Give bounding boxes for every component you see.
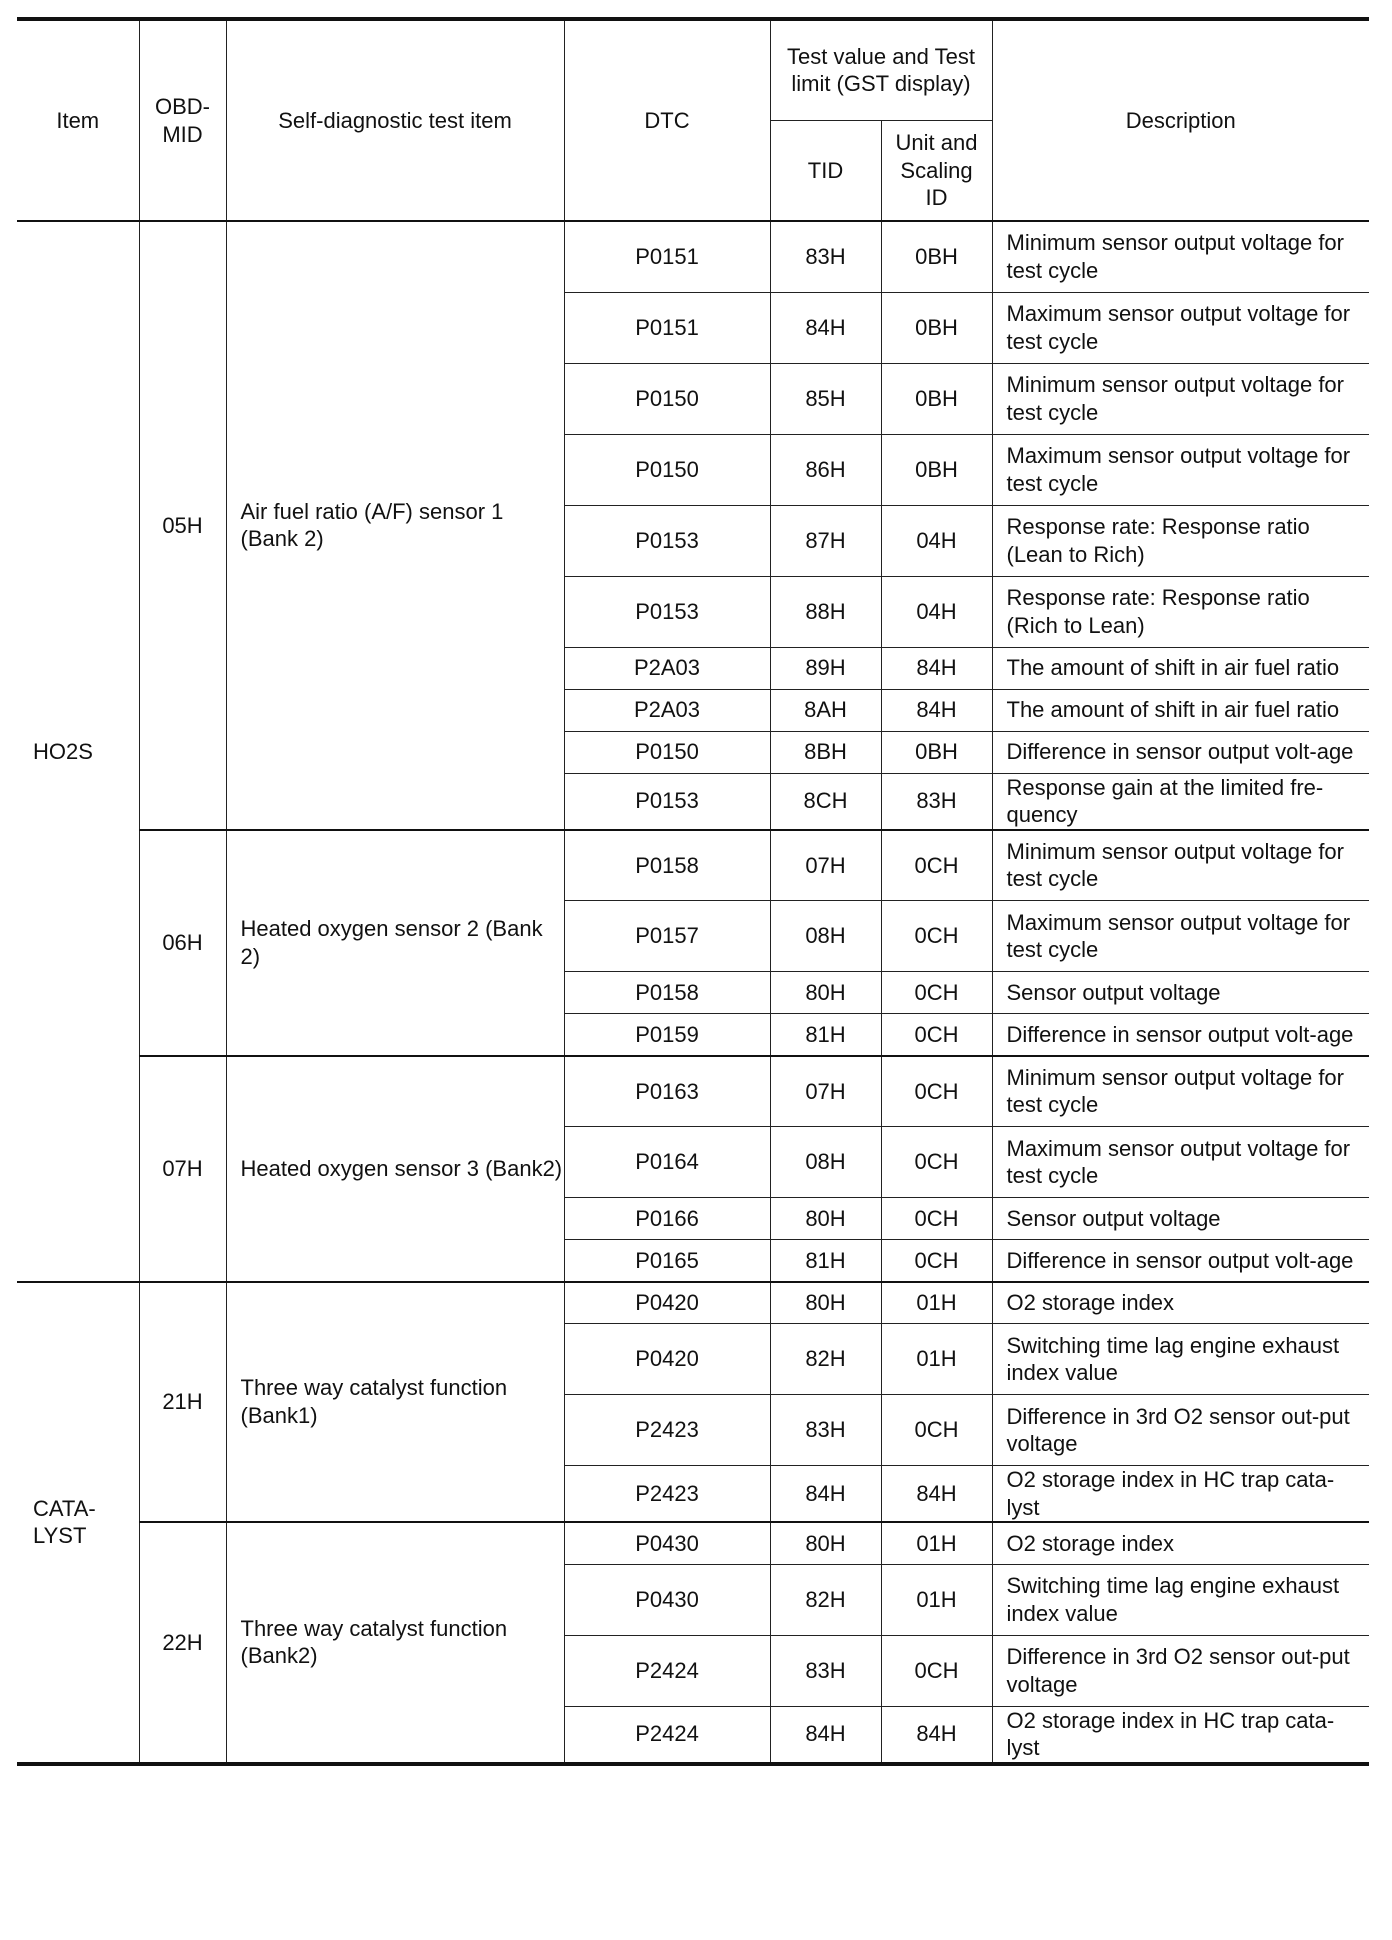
tid-cell: 08H — [770, 1127, 881, 1198]
obd-mid-cell: 06H — [139, 830, 226, 1056]
unit-scaling-cell: 0CH — [881, 1240, 992, 1282]
unit-scaling-cell: 01H — [881, 1324, 992, 1395]
description-cell: Sensor output voltage — [992, 1198, 1369, 1240]
dtc-cell: P0158 — [564, 830, 770, 901]
test-item-cell: Air fuel ratio (A/F) sensor 1 (Bank 2) — [226, 221, 564, 830]
description-cell: The amount of shift in air fuel ratio — [992, 647, 1369, 689]
tid-cell: 83H — [770, 1395, 881, 1466]
dtc-cell: P0150 — [564, 363, 770, 434]
table-row — [17, 1282, 1369, 1324]
tid-cell: 82H — [770, 1564, 881, 1635]
description-cell: Difference in 3rd O2 sensor out-put voltage — [992, 1635, 1369, 1706]
description-cell: Difference in 3rd O2 sensor out-put voltage — [992, 1395, 1369, 1466]
tid-cell: 84H — [770, 1706, 881, 1764]
tid-cell: 83H — [770, 1635, 881, 1706]
unit-scaling-cell: 0CH — [881, 1056, 992, 1127]
tid-cell: 85H — [770, 363, 881, 434]
description-cell: Minimum sensor output voltage for test cycle — [992, 1056, 1369, 1127]
unit-scaling-cell: 0CH — [881, 1014, 992, 1056]
dtc-cell: P0151 — [564, 292, 770, 363]
tid-cell: 8CH — [770, 773, 881, 830]
dtc-cell: P2424 — [564, 1706, 770, 1764]
unit-scaling-cell: 04H — [881, 505, 992, 576]
unit-scaling-cell: 0CH — [881, 972, 992, 1014]
unit-scaling-cell: 0CH — [881, 1635, 992, 1706]
tid-cell: 80H — [770, 1198, 881, 1240]
dtc-cell: P0150 — [564, 731, 770, 773]
dtc-cell: P0158 — [564, 972, 770, 1014]
unit-scaling-cell: 01H — [881, 1522, 992, 1564]
dtc-cell: P0164 — [564, 1127, 770, 1198]
description-cell: Response rate: Response ratio (Lean to Rich) — [992, 505, 1369, 576]
tid-cell: 07H — [770, 830, 881, 901]
header-item: Item — [17, 19, 139, 221]
description-cell: Minimum sensor output voltage for test cycle — [992, 830, 1369, 901]
dtc-cell: P0157 — [564, 901, 770, 972]
unit-scaling-cell: 84H — [881, 1706, 992, 1764]
obd-mid-cell: 05H — [139, 221, 226, 830]
dtc-cell: P0430 — [564, 1522, 770, 1564]
tid-cell: 82H — [770, 1324, 881, 1395]
unit-scaling-cell: 0CH — [881, 1198, 992, 1240]
test-item-cell: Three way catalyst function (Bank1) — [226, 1282, 564, 1523]
header-dtc: DTC — [564, 19, 770, 221]
table-row — [17, 1522, 1369, 1564]
description-cell: Switching time lag engine exhaust index value — [992, 1324, 1369, 1395]
unit-scaling-cell: 0BH — [881, 221, 992, 292]
tid-cell: 80H — [770, 1282, 881, 1324]
unit-scaling-cell: 0CH — [881, 901, 992, 972]
description-cell: Minimum sensor output voltage for test cycle — [992, 363, 1369, 434]
tid-cell: 86H — [770, 434, 881, 505]
unit-scaling-cell: 0CH — [881, 830, 992, 901]
dtc-cell: P0153 — [564, 576, 770, 647]
header-test-value: Test value and Test limit (GST display) — [770, 19, 992, 120]
obd-mid-cell: 22H — [139, 1522, 226, 1764]
tid-cell: 89H — [770, 647, 881, 689]
dtc-cell: P0159 — [564, 1014, 770, 1056]
dtc-cell: P0151 — [564, 221, 770, 292]
unit-scaling-cell: 0CH — [881, 1395, 992, 1466]
dtc-reference-table-container — [17, 17, 1369, 1766]
dtc-cell: P2423 — [564, 1466, 770, 1523]
unit-scaling-cell: 0BH — [881, 363, 992, 434]
unit-scaling-cell: 0BH — [881, 434, 992, 505]
dtc-cell: P2424 — [564, 1635, 770, 1706]
test-item-cell: Heated oxygen sensor 3 (Bank2) — [226, 1056, 564, 1282]
description-cell: O2 storage index — [992, 1522, 1369, 1564]
dtc-cell: P0166 — [564, 1198, 770, 1240]
dtc-cell: P2423 — [564, 1395, 770, 1466]
description-cell: Minimum sensor output voltage for test cycle — [992, 221, 1369, 292]
description-cell: Maximum sensor output voltage for test cycle — [992, 292, 1369, 363]
unit-scaling-cell: 0BH — [881, 292, 992, 363]
unit-scaling-cell: 0BH — [881, 731, 992, 773]
tid-cell: 81H — [770, 1240, 881, 1282]
description-cell: Maximum sensor output voltage for test cycle — [992, 434, 1369, 505]
test-item-cell: Heated oxygen sensor 2 (Bank 2) — [226, 830, 564, 1056]
item-cell: HO2S — [17, 221, 139, 1282]
unit-scaling-cell: 04H — [881, 576, 992, 647]
dtc-cell: P2A03 — [564, 689, 770, 731]
dtc-cell: P0430 — [564, 1564, 770, 1635]
unit-scaling-cell: 84H — [881, 647, 992, 689]
description-cell: O2 storage index in HC trap cata-lyst — [992, 1466, 1369, 1523]
tid-cell: 80H — [770, 972, 881, 1014]
description-cell: Response rate: Response ratio (Rich to Lean) — [992, 576, 1369, 647]
test-item-cell: Three way catalyst function (Bank2) — [226, 1522, 564, 1764]
tid-cell: 8AH — [770, 689, 881, 731]
dtc-cell: P0163 — [564, 1056, 770, 1127]
tid-cell: 88H — [770, 576, 881, 647]
tid-cell: 80H — [770, 1522, 881, 1564]
table-header — [17, 19, 1369, 221]
unit-scaling-cell: 01H — [881, 1282, 992, 1324]
header-unit-scaling-id: Unit and Scaling ID — [881, 120, 992, 221]
table-row — [17, 830, 1369, 901]
header-tid: TID — [770, 120, 881, 221]
unit-scaling-cell: 84H — [881, 689, 992, 731]
dtc-cell: P0420 — [564, 1324, 770, 1395]
obd-mid-cell: 21H — [139, 1282, 226, 1523]
dtc-cell: P0153 — [564, 773, 770, 830]
tid-cell: 8BH — [770, 731, 881, 773]
tid-cell: 08H — [770, 901, 881, 972]
tid-cell: 07H — [770, 1056, 881, 1127]
tid-cell: 84H — [770, 1466, 881, 1523]
description-cell: O2 storage index — [992, 1282, 1369, 1324]
description-cell: Response gain at the limited fre-quency — [992, 773, 1369, 830]
dtc-reference-table — [17, 17, 1369, 1766]
unit-scaling-cell: 01H — [881, 1564, 992, 1635]
dtc-cell: P2A03 — [564, 647, 770, 689]
table-row — [17, 1056, 1369, 1127]
tid-cell: 81H — [770, 1014, 881, 1056]
table-body — [17, 221, 1369, 1764]
tid-cell: 87H — [770, 505, 881, 576]
description-cell: The amount of shift in air fuel ratio — [992, 689, 1369, 731]
obd-mid-cell: 07H — [139, 1056, 226, 1282]
description-cell: Switching time lag engine exhaust index value — [992, 1564, 1369, 1635]
description-cell: Maximum sensor output voltage for test cycle — [992, 901, 1369, 972]
unit-scaling-cell: 83H — [881, 773, 992, 830]
dtc-cell: P0150 — [564, 434, 770, 505]
tid-cell: 84H — [770, 292, 881, 363]
description-cell: Difference in sensor output volt-age — [992, 1240, 1369, 1282]
header-test-item: Self-diagnostic test item — [226, 19, 564, 221]
header-description: Description — [992, 19, 1369, 221]
tid-cell: 83H — [770, 221, 881, 292]
item-cell: CATA- LYST — [17, 1282, 139, 1764]
unit-scaling-cell: 84H — [881, 1466, 992, 1523]
description-cell: Difference in sensor output volt-age — [992, 1014, 1369, 1056]
description-cell: Sensor output voltage — [992, 972, 1369, 1014]
dtc-cell: P0420 — [564, 1282, 770, 1324]
unit-scaling-cell: 0CH — [881, 1127, 992, 1198]
table-row — [17, 221, 1369, 292]
header-obd-mid: OBD- MID — [139, 19, 226, 221]
description-cell: Difference in sensor output volt-age — [992, 731, 1369, 773]
dtc-cell: P0165 — [564, 1240, 770, 1282]
description-cell: Maximum sensor output voltage for test cycle — [992, 1127, 1369, 1198]
dtc-cell: P0153 — [564, 505, 770, 576]
description-cell: O2 storage index in HC trap cata-lyst — [992, 1706, 1369, 1764]
